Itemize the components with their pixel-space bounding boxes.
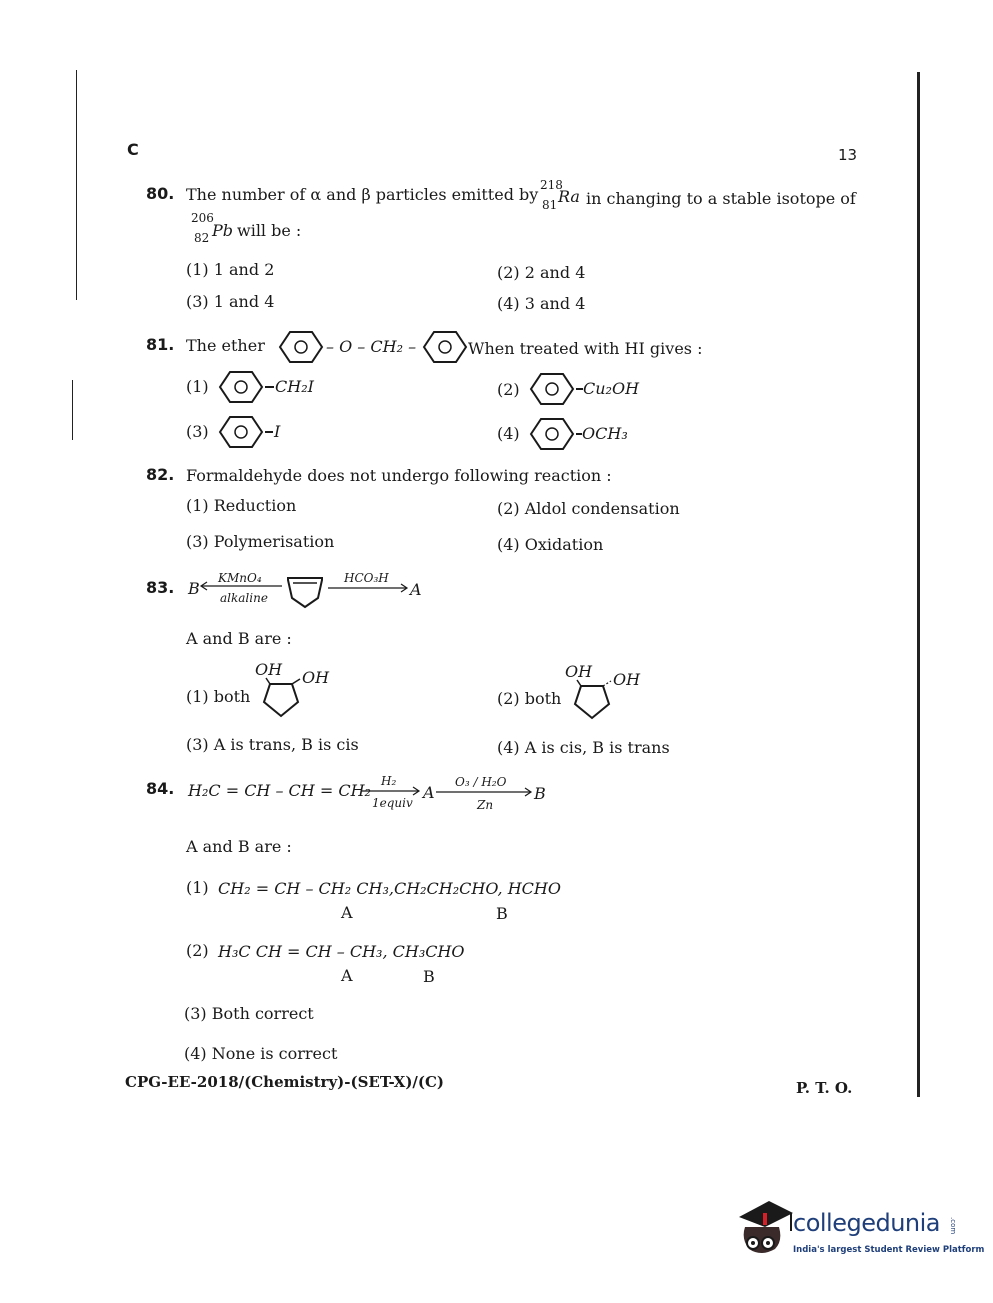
reagent-alkaline: alkaline bbox=[220, 591, 268, 605]
oh-label: OH bbox=[613, 670, 641, 689]
question-81-text-a: The ether bbox=[186, 336, 265, 355]
q81-option-1-label: (1) bbox=[186, 377, 209, 396]
q80-option-3: (3) 1 and 4 bbox=[186, 292, 275, 311]
question-82-text: Formaldehyde does not undergo following reaction : bbox=[186, 466, 612, 485]
q80-option-1: (1) 1 and 2 bbox=[186, 260, 275, 279]
q84-option-2-formula: H₃C CH = CH – CH₃, CH₃CHO bbox=[218, 942, 465, 961]
oh-label: OH bbox=[255, 660, 283, 679]
reagent-hco3h: HCO₃H bbox=[344, 571, 389, 585]
benzene-ring-icon bbox=[278, 330, 324, 364]
question-83-number: 83. bbox=[146, 578, 175, 597]
q83-option-4: (4) A is cis, B is trans bbox=[497, 738, 670, 757]
q82-option-2: (2) Aldol condensation bbox=[497, 499, 680, 518]
reagent-kmno4: KMnO₄ bbox=[218, 571, 262, 585]
q81-option-3-group: I bbox=[274, 422, 281, 441]
q83-option-1-label: (1) both bbox=[186, 687, 251, 706]
reagent-zn: Zn bbox=[477, 798, 494, 812]
question-84-prompt: A and B are : bbox=[186, 837, 292, 856]
q84-option-1-b: B bbox=[496, 904, 508, 923]
left-arrow-icon bbox=[198, 581, 282, 591]
ether-linkage: – O – CH₂ – bbox=[326, 337, 417, 356]
oh-label: OH bbox=[302, 668, 330, 687]
question-81-number: 81. bbox=[146, 335, 175, 354]
ra-symbol: Ra bbox=[558, 187, 580, 206]
collegedunia-logo bbox=[735, 1195, 985, 1267]
question-80-text-b: in changing to a stable isotope of bbox=[586, 189, 856, 208]
right-arrow-icon-2 bbox=[436, 787, 534, 797]
right-margin-line bbox=[917, 72, 920, 1097]
reagent-1equiv: 1equiv bbox=[372, 796, 413, 810]
q81-option-2-label: (2) bbox=[497, 380, 520, 399]
left-margin-line bbox=[76, 70, 77, 300]
benzene-ring-icon-opt2 bbox=[528, 372, 576, 406]
q84-option-1-label: (1) bbox=[186, 878, 209, 897]
ra-mass-number: 218 bbox=[540, 178, 563, 192]
q84-option-2-a: A bbox=[341, 966, 353, 985]
ra-atomic-number: 81 bbox=[542, 198, 558, 212]
oh-label: OH bbox=[565, 662, 593, 681]
pb-mass-number: 206 bbox=[191, 211, 214, 225]
q82-option-3: (3) Polymerisation bbox=[186, 532, 335, 551]
logo-brand: collegedunia bbox=[793, 1209, 941, 1237]
intermediate-a: A bbox=[423, 783, 435, 802]
question-81-text-b: When treated with HI gives : bbox=[468, 339, 703, 358]
q83-option-2-label: (2) both bbox=[497, 689, 562, 708]
cyclopentene-icon bbox=[284, 570, 326, 610]
question-80-text-c: will be : bbox=[237, 221, 302, 240]
q84-option-2-b: B bbox=[423, 967, 435, 986]
mascot-icon bbox=[735, 1199, 795, 1259]
q84-option-4: (4) None is correct bbox=[184, 1044, 338, 1063]
product-b-label: B bbox=[188, 579, 200, 598]
pb-atomic-number: 82 bbox=[194, 231, 210, 245]
bond-line bbox=[265, 386, 274, 388]
benzene-ring-icon-opt4 bbox=[528, 417, 576, 451]
logo-dotcom: .com bbox=[949, 1217, 957, 1235]
question-80-text-a: The number of α and β particles emitted by bbox=[186, 185, 539, 204]
benzene-ring-icon-opt1 bbox=[217, 370, 265, 404]
bond-line bbox=[576, 388, 583, 390]
q81-option-1-group: CH₂I bbox=[275, 377, 314, 396]
bond-line bbox=[265, 431, 273, 433]
cyclopentane-diol-icon bbox=[256, 676, 308, 720]
question-82-number: 82. bbox=[146, 465, 175, 484]
benzene-ring-icon-2 bbox=[422, 330, 468, 364]
q81-option-3-label: (3) bbox=[186, 422, 209, 441]
q83-option-3: (3) A is trans, B is cis bbox=[186, 735, 359, 754]
right-arrow-icon bbox=[362, 786, 422, 796]
q84-option-3: (3) Both correct bbox=[184, 1004, 314, 1023]
cyclopentane-diol-icon-2 bbox=[567, 678, 619, 722]
reactant-butadiene: H₂C = CH – CH = CH₂ bbox=[188, 781, 371, 800]
reagent-h2: H₂ bbox=[381, 774, 397, 788]
product-b: B bbox=[534, 784, 546, 803]
q80-option-4: (4) 3 and 4 bbox=[497, 294, 586, 313]
reagent-ozone: O₃ / H₂O bbox=[455, 775, 507, 789]
benzene-ring-icon-opt3 bbox=[217, 415, 265, 449]
q82-option-4: (4) Oxidation bbox=[497, 535, 604, 554]
page-number: 13 bbox=[838, 146, 858, 164]
pb-symbol: Pb bbox=[212, 221, 234, 240]
q82-option-1: (1) Reduction bbox=[186, 496, 297, 515]
product-a-label: A bbox=[410, 580, 422, 599]
right-arrow-icon bbox=[328, 583, 410, 593]
q81-option-2-group: Cu₂OH bbox=[583, 379, 640, 398]
set-letter: C bbox=[127, 140, 139, 159]
left-margin-line-lower bbox=[72, 380, 73, 440]
q81-option-4-group: OCH₃ bbox=[582, 424, 628, 443]
question-84-number: 84. bbox=[146, 779, 175, 798]
question-83-prompt: A and B are : bbox=[186, 629, 292, 648]
q84-option-2-label: (2) bbox=[186, 941, 209, 960]
q84-option-1-a: A bbox=[341, 903, 353, 922]
q84-option-1-formula: CH₂ = CH – CH₂ CH₃,CH₂CH₂CHO, HCHO bbox=[218, 879, 561, 898]
logo-tagline: India's largest Student Review Platform bbox=[793, 1245, 985, 1255]
pto-label: P. T. O. bbox=[796, 1079, 853, 1097]
q81-option-4-label: (4) bbox=[497, 424, 520, 443]
question-80-number: 80. bbox=[146, 184, 175, 203]
paper-code: CPG-EE-2018/(Chemistry)-(SET-X)/(C) bbox=[125, 1073, 445, 1091]
q80-option-2: (2) 2 and 4 bbox=[497, 263, 586, 282]
